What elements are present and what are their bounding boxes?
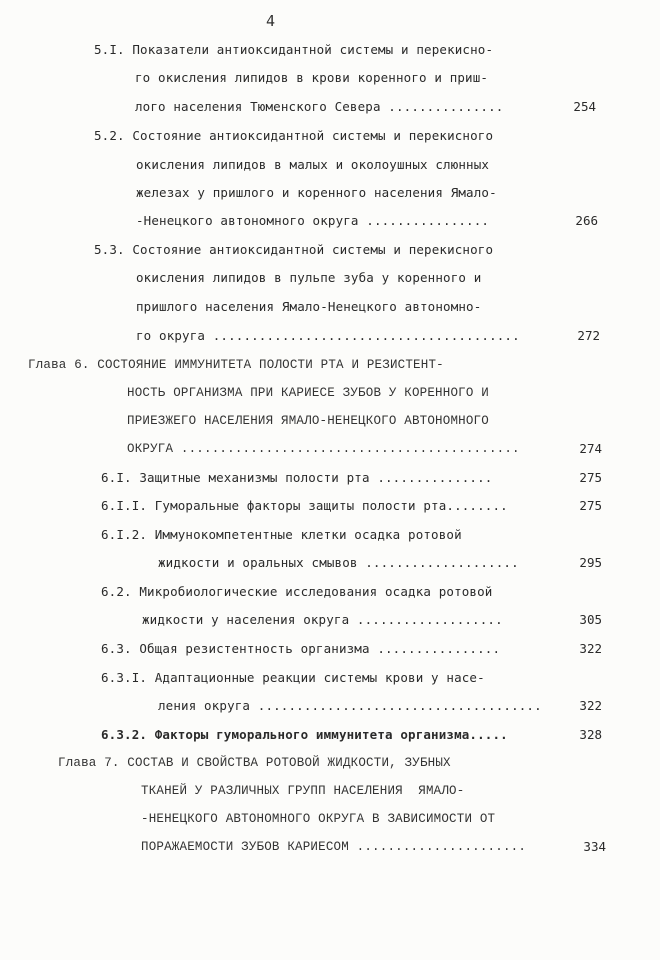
toc-line: ПРИЕЗЖЕГО НАСЕЛЕНИЯ ЯМАЛО-НЕНЕЦКОГО АВТОНОМНОГО bbox=[127, 414, 489, 428]
toc-page-number: 254 bbox=[573, 99, 596, 114]
toc-line: окисления липидов в пульпе зуба у коренного и bbox=[136, 270, 482, 285]
toc-line: жидкости и оральных смывов .................... bbox=[158, 555, 519, 570]
toc-line: 5.2. Состояние антиоксидантной системы и перекисного bbox=[94, 128, 494, 143]
toc-line: ОКРУГА ............................................ bbox=[127, 442, 520, 456]
toc-line: 6.I. Защитные механизмы полости рта ............... bbox=[101, 470, 493, 485]
toc-page-number: 328 bbox=[579, 727, 602, 742]
toc-line: 6.2. Микробиологические исследования осадка ротовой bbox=[101, 584, 493, 599]
toc-line: пришлого населения Ямало-Ненецкого автономно- bbox=[136, 299, 482, 314]
toc-line: 6.3.2. Факторы гуморального иммунитета организма..... bbox=[101, 727, 508, 742]
toc-page-number: 322 bbox=[579, 641, 602, 656]
toc-line: лого населения Тюменского Севера ............... bbox=[135, 99, 504, 114]
toc-line: -НЕНЕЦКОГО АВТОНОМНОГО ОКРУГА В ЗАВИСИМОСТИ ОТ bbox=[141, 812, 496, 826]
toc-line: 5.I. Показатели антиоксидантной системы и перекисно- bbox=[94, 42, 494, 57]
toc-page-number: 334 bbox=[583, 839, 606, 854]
toc-line: ПОРАЖАЕМОСТИ ЗУБОВ КАРИЕСОМ ...................... bbox=[141, 840, 527, 854]
toc-page-number: 322 bbox=[579, 698, 602, 713]
toc-line: 6.I.I. Гуморальные факторы защиты полости рта........ bbox=[101, 498, 508, 513]
toc-page-number: 272 bbox=[577, 328, 600, 343]
toc-line: 5.3. Состояние антиоксидантной системы и перекисного bbox=[94, 242, 494, 257]
toc-line: го окисления липидов в крови коренного и приш- bbox=[135, 70, 489, 85]
toc-line: окисления липидов в малых и околоушных слюнных bbox=[136, 157, 490, 172]
toc-line: 6.I.2. Иммунокомпетентные клетки осадка ротовой bbox=[101, 527, 462, 542]
toc-line: го округа ........................................ bbox=[136, 328, 520, 343]
toc-line: жидкости у населения округа ................... bbox=[142, 612, 503, 627]
toc-page-number: 295 bbox=[579, 555, 602, 570]
toc-line: ления округа ..................................... bbox=[158, 698, 542, 713]
toc-line: 6.3.I. Адаптационные реакции системы крови у насе- bbox=[101, 670, 485, 685]
toc-page-number: 274 bbox=[579, 441, 602, 456]
toc-line: Глава 6. СОСТОЯНИЕ ИММУНИТЕТА ПОЛОСТИ РТА И РЕЗИСТЕНТ- bbox=[28, 358, 444, 372]
toc-line: железах у пришлого и коренного населения Ямало- bbox=[136, 185, 497, 200]
toc-page-number: 266 bbox=[575, 213, 598, 228]
toc-page-number: 275 bbox=[579, 470, 602, 485]
toc-line: -Ненецкого автономного округа ................ bbox=[136, 213, 490, 228]
toc-page-number: 275 bbox=[579, 498, 602, 513]
toc-line: НОСТЬ ОРГАНИЗМА ПРИ КАРИЕСЕ ЗУБОВ У КОРЕННОГО И bbox=[127, 386, 489, 400]
page-number: 4 bbox=[266, 12, 276, 30]
toc-line: 6.3. Общая резистентность организма ................ bbox=[101, 641, 501, 656]
toc-page-number: 305 bbox=[579, 612, 602, 627]
toc-line: ТКАНЕЙ У РАЗЛИЧНЫХ ГРУПП НАСЕЛЕНИЯ ЯМАЛО- bbox=[141, 784, 465, 798]
toc-line: Глава 7. СОСТАВ И СВОЙСТВА РОТОВОЙ ЖИДКОСТИ, ЗУБНЫХ bbox=[58, 756, 451, 770]
